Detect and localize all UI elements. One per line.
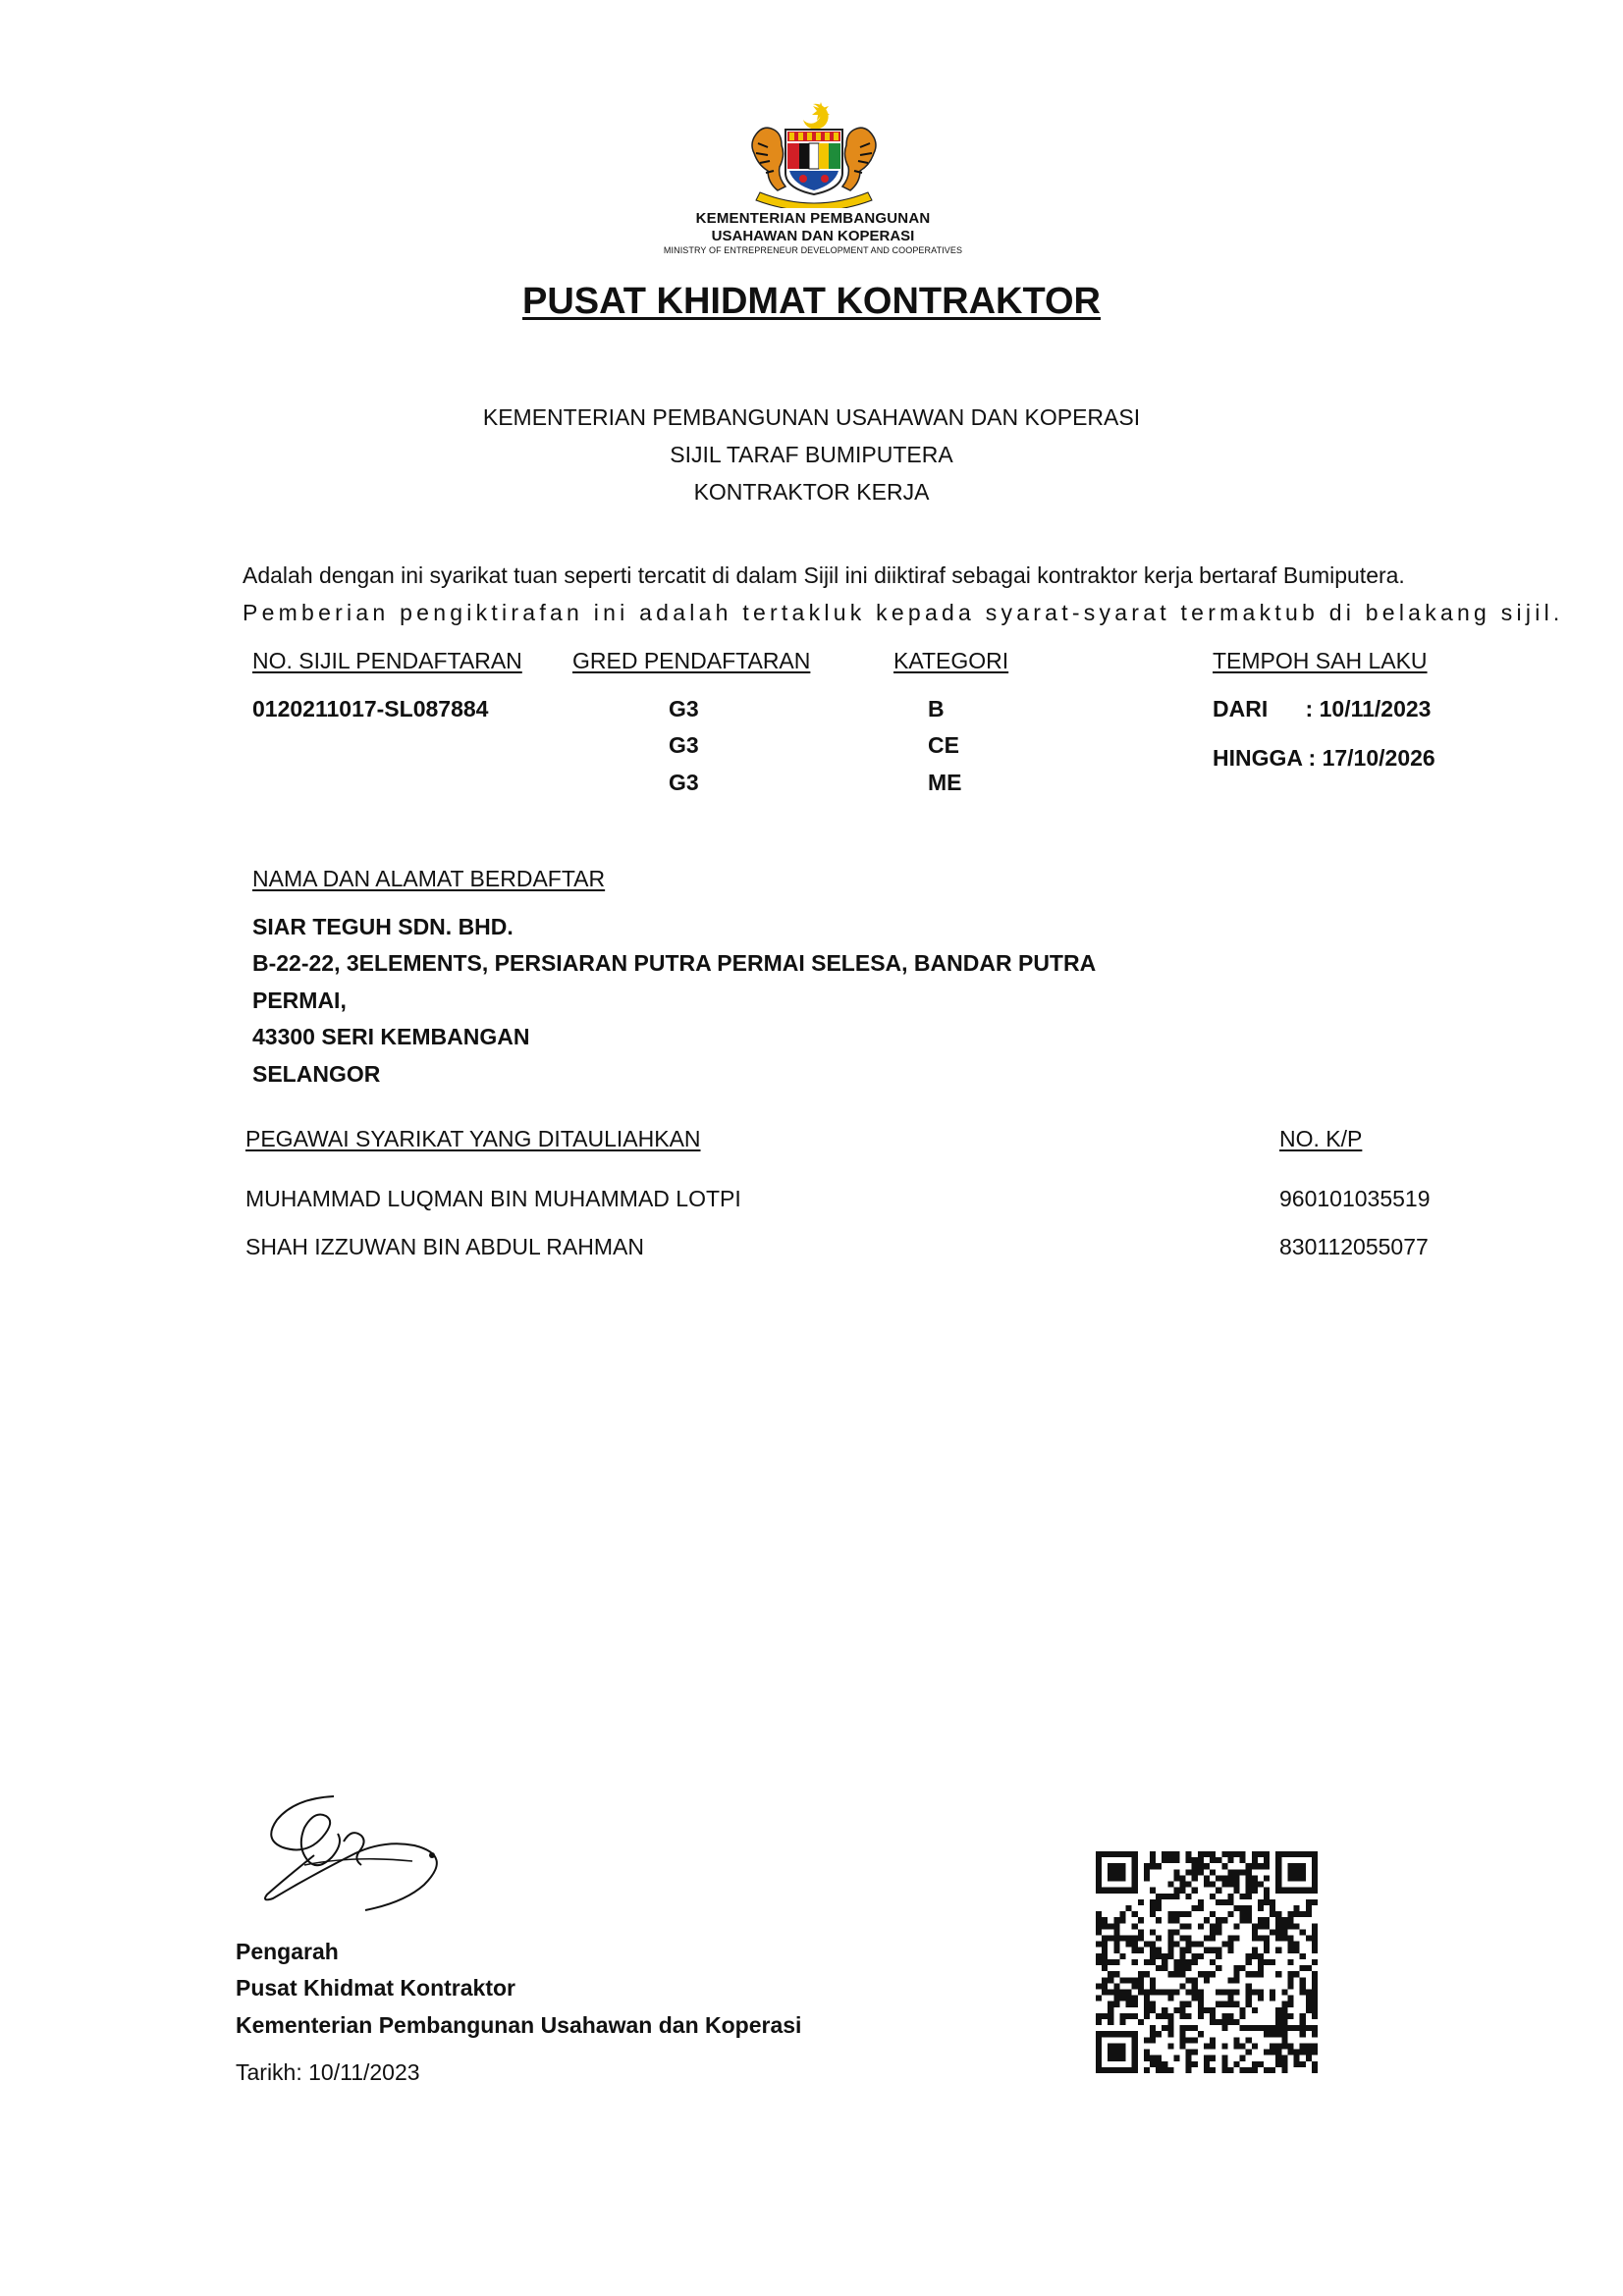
intro-text-line1: Adalah dengan ini syarikat tuan seperti tercatit di dalam Sijil ini diiktiraf sebagai kontraktor kerja bertaraf Bumiputera.	[243, 562, 1405, 588]
company-name: SIAR TEGUH SDN. BHD.	[252, 914, 514, 939]
registration-number: 0120211017-SL087884	[252, 696, 489, 721]
address-line: B-22-22, 3ELEMENTS, PERSIARAN PUTRA PERMAI SELESA, BANDAR PUTRA	[252, 950, 1097, 976]
ministry-name-line1: KEMENTERIAN PEMBANGUNAN	[695, 210, 931, 227]
header-ic-number: NO. K/P	[1279, 1126, 1363, 1151]
category-value: CE	[928, 732, 959, 758]
header-ministry: KEMENTERIAN PEMBANGUNAN USAHAWAN DAN KOPERASI	[482, 404, 1141, 430]
category-value: B	[928, 696, 945, 721]
header-category: KATEGORI	[893, 648, 1009, 673]
address-line: PERMAI,	[252, 988, 347, 1013]
grade-value: G3	[669, 732, 699, 758]
officer-name: MUHAMMAD LUQMAN BIN MUHAMMAD LOTPI	[245, 1186, 741, 1211]
grade-value: G3	[669, 696, 699, 721]
address-line: SELANGOR	[252, 1061, 381, 1087]
category-value: ME	[928, 770, 962, 795]
qr-code-icon	[1096, 1851, 1318, 2073]
malaysia-coat-of-arms-icon	[734, 98, 893, 208]
intro-text-line2: Pemberian pengiktirafan ini adalah tertakluk kepada syarat-syarat termaktub di belakang sijil.	[243, 600, 1564, 625]
address-line: 43300 SERI KEMBANGAN	[252, 1024, 530, 1049]
header-contractor-type: KONTRAKTOR KERJA	[693, 479, 930, 505]
issue-date: Tarikh: 10/11/2023	[236, 2059, 420, 2085]
officer-ic: 830112055077	[1279, 1234, 1429, 1259]
header-company-address: NAMA DAN ALAMAT BERDAFTAR	[252, 866, 606, 891]
officer-name: SHAH IZZUWAN BIN ABDUL RAHMAN	[245, 1234, 644, 1259]
header-registration-no: NO. SIJIL PENDAFTARAN	[252, 648, 522, 673]
header-validity: TEMPOH SAH LAKU	[1213, 648, 1428, 673]
handwritten-signature-icon	[255, 1787, 481, 1914]
ministry-name-english: MINISTRY OF ENTREPRENEUR DEVELOPMENT AND COOPERATIVES	[663, 245, 963, 255]
signatory-department: Pusat Khidmat Kontraktor	[236, 1975, 515, 2001]
header-grade: GRED PENDAFTARAN	[572, 648, 811, 673]
header-officers: PEGAWAI SYARIKAT YANG DITAULIAHKAN	[245, 1126, 701, 1151]
ministry-name-line2: USAHAWAN DAN KOPERASI	[711, 228, 915, 244]
document-title: PUSAT KHIDMAT KONTRAKTOR	[522, 281, 1101, 322]
validity-to: HINGGA : 17/10/2026	[1213, 745, 1435, 771]
header-certificate-type: SIJIL TARAF BUMIPUTERA	[670, 442, 953, 467]
signatory-title: Pengarah	[236, 1939, 339, 1964]
grade-value: G3	[669, 770, 699, 795]
officer-ic: 960101035519	[1279, 1186, 1431, 1211]
signatory-ministry: Kementerian Pembangunan Usahawan dan Koperasi	[236, 2012, 802, 2038]
validity-from: DARI : 10/11/2023	[1213, 696, 1432, 721]
